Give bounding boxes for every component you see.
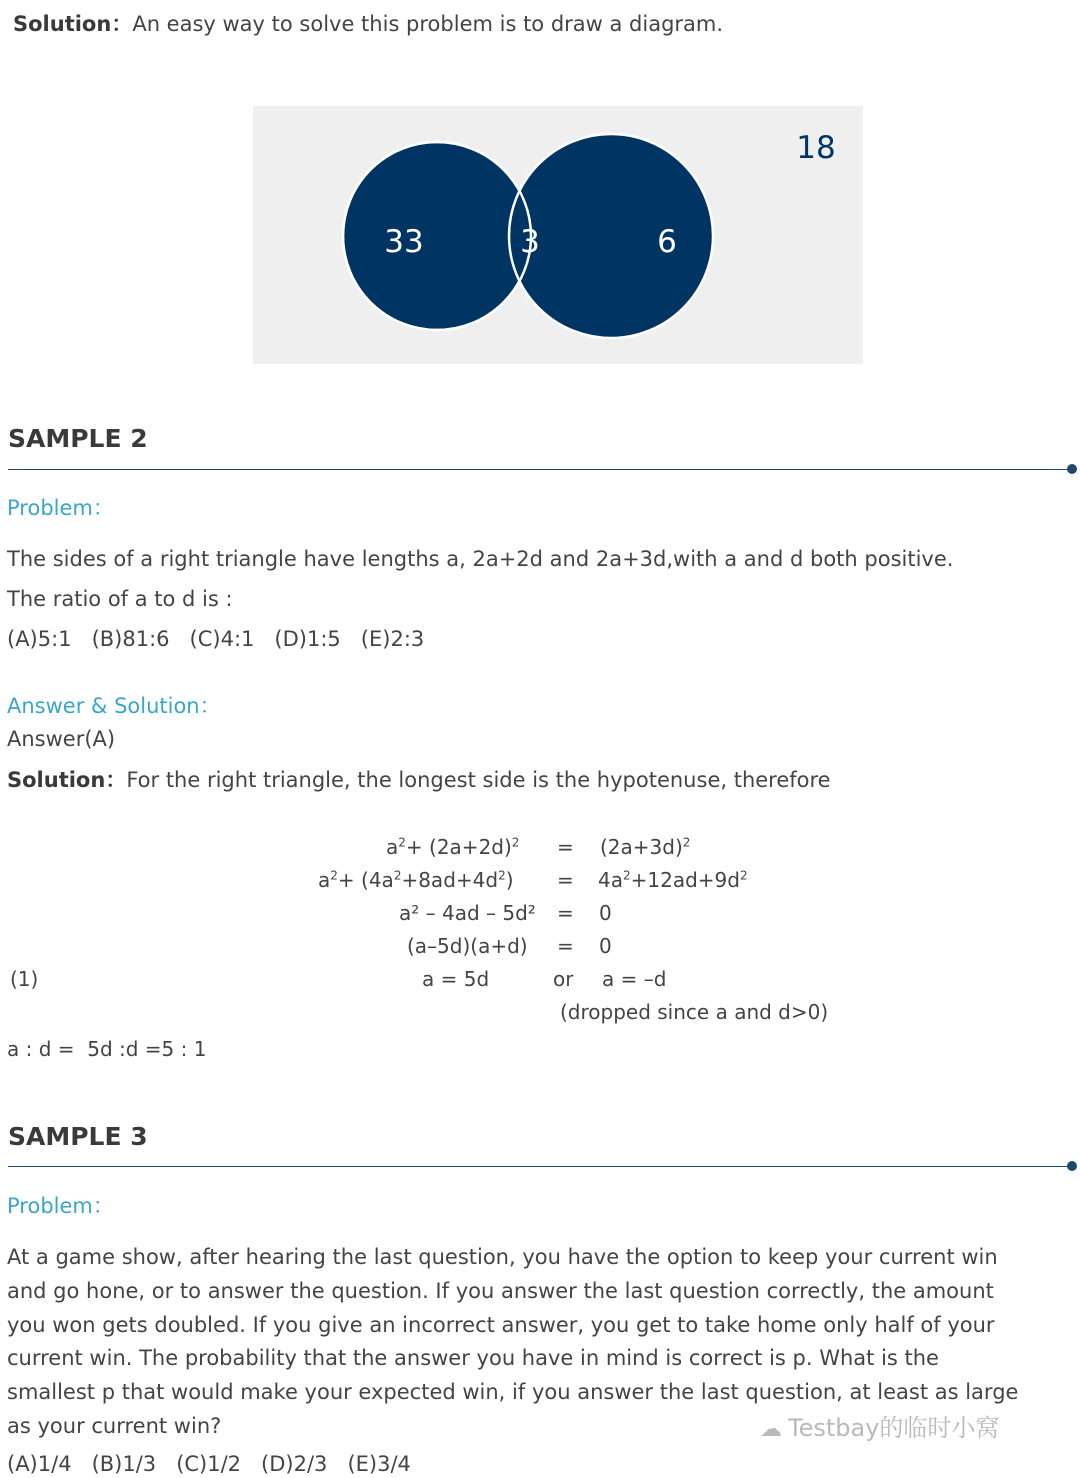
venn-left-count: 33 xyxy=(384,224,424,260)
eq-row1-equals: = xyxy=(557,835,574,859)
eq-row4-right: 0 xyxy=(599,934,612,958)
eq-row5-right: a = –d xyxy=(602,967,667,991)
sample2-problem-line1: The sides of a right triangle have lengths a, 2a+2d and 2a+3d,with a and d both positive. xyxy=(7,547,954,571)
eq-row3-left: a² – 4ad – 5d² xyxy=(399,901,536,925)
eq-row5-left: a = 5d xyxy=(422,967,490,991)
eq-row3-right: 0 xyxy=(599,901,612,925)
sample2-answer: Answer(A) xyxy=(7,727,116,751)
eq-row4-equals: = xyxy=(557,934,574,958)
sample2-problem-line2: The ratio of a to d is : xyxy=(7,587,233,611)
sample2-solution xyxy=(7,764,831,794)
eq-row1-left: $a^2+ (2a+2d)^2$ xyxy=(386,835,520,859)
eq-row2-right: $4a^2+12ad+9d^2$ xyxy=(598,868,748,892)
sample3-problem-line: At a game show, after hearing the last question, you have the option to keep your current win xyxy=(7,1245,998,1269)
eq-row5-or: or xyxy=(553,967,574,991)
venn-right-count: 6 xyxy=(657,224,677,260)
eq-row3-equals: = xyxy=(557,901,574,925)
sample3-problem-line: you won gets doubled. If you give an incorrect answer, you get to take home only half of your xyxy=(7,1312,995,1337)
sample3-divider xyxy=(8,1166,1072,1167)
sample2-solution-text: For the right triangle, the longest side is the hypotenuse, therefore xyxy=(126,768,831,792)
sample3-problem-line: smallest p that would make your expected win, if you answer the last question, at least as large xyxy=(7,1380,1019,1405)
sample2-divider xyxy=(8,469,1072,470)
eq-row1-right: $(2a+3d)^2$ xyxy=(600,835,691,859)
sample2-answer-label: Answer & Solution： xyxy=(7,694,221,718)
sample2-choices: (A)5:1 (B)81:6 (C)4:1 (D)1:5 (E)2:3 xyxy=(7,627,425,651)
sample3-problem-line: as your current win? xyxy=(7,1413,222,1438)
sample3-problem-label: Problem： xyxy=(7,1194,114,1218)
eq-row2-left: $a^2+ (4a^2+8ad+4d^2)$ xyxy=(318,868,514,892)
watermark-text: Testbay的临时小窝 xyxy=(788,1414,1000,1442)
eq-row2-equals: = xyxy=(557,868,574,892)
sample2-divider-dot xyxy=(1067,464,1077,474)
eq-number: (1) xyxy=(10,967,39,991)
sample2-ratio: a : d = 5d :d =5 : 1 xyxy=(7,1037,207,1061)
venn-diagram xyxy=(253,106,863,364)
sample3-choices: (A)1/4 (B)1/3 (C)1/2 (D)2/3 (E)3/4 xyxy=(7,1452,411,1476)
watermark xyxy=(760,1408,999,1443)
sample3-heading: SAMPLE 3 xyxy=(8,1122,148,1151)
sample3-divider-dot xyxy=(1067,1161,1077,1171)
top-solution-label: Solution： xyxy=(13,12,133,36)
sample3-problem-line: current win. The probability that the answer you have in mind is correct is p. What is the xyxy=(7,1346,939,1371)
top-solution xyxy=(13,8,723,38)
eq-row6-note: (dropped since a and d>0) xyxy=(560,1000,829,1024)
eq-row4-left: (a–5d)(a+d) xyxy=(407,934,528,958)
sample2-problem-label: Problem： xyxy=(7,496,114,520)
sample3-problem-line: and go hone, or to answer the question. If you answer the last question correctly, the amount xyxy=(7,1278,994,1303)
top-solution-text: An easy way to solve this problem is to draw a diagram. xyxy=(132,12,724,36)
venn-outside-count: 18 xyxy=(796,130,836,166)
sample2-solution-label: Solution： xyxy=(7,768,127,792)
wechat-icon: ☁ xyxy=(760,1417,782,1442)
sample2-heading: SAMPLE 2 xyxy=(8,424,148,453)
venn-overlap-count: 3 xyxy=(520,224,540,260)
